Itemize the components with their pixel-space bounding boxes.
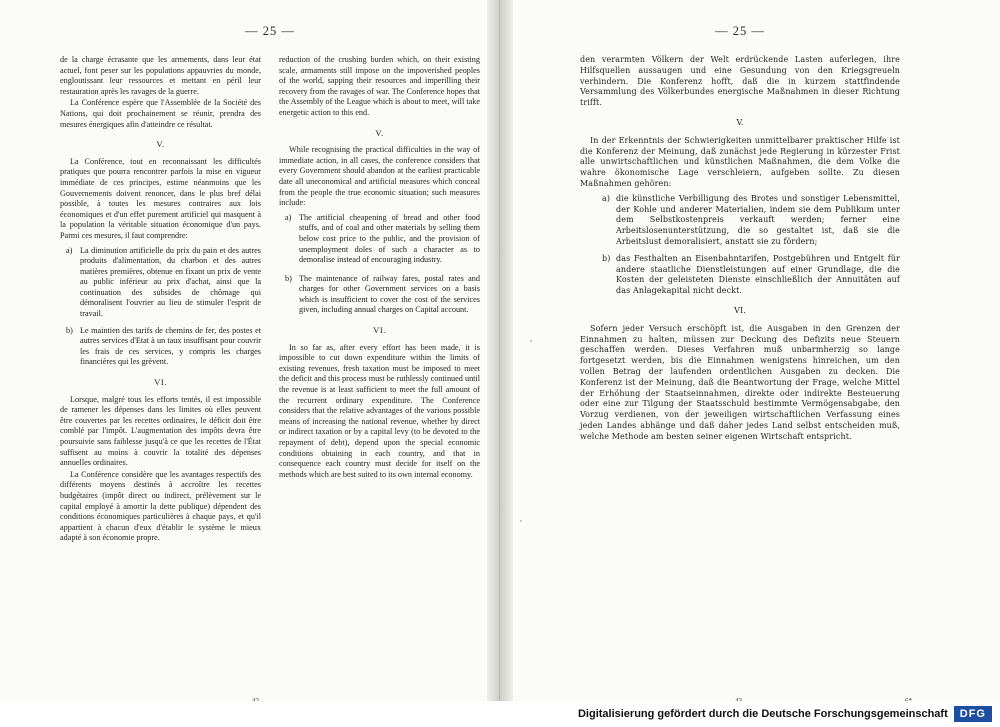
english-column <box>279 55 480 545</box>
list-label-a: a) <box>66 245 73 255</box>
list-label-a: a) <box>602 193 611 203</box>
german-section-5-heading: V. <box>736 117 744 127</box>
english-item-a: The artificial cheapening of bread and other food stuffs, and of coal and other materials by selling them below cost price to the public, and the provision of unemployment doles of such a character as to demoralise instead of encouraging industry. <box>299 212 480 265</box>
french-paragraph-5: La Conférence considère que les avantages respectifs des différents moyens destinés à accroître les recettes budgétaires (impôt direct ou indirect, prélèvement sur le capital employé à amortir la dette publique) dépendent des conditions économiques particulières à chaque pays, et qu'il appartient à chacun d'eux d'établir le système le mieux adapté à son économie propre. <box>60 469 261 543</box>
german-column <box>580 55 900 443</box>
list-item <box>66 326 261 368</box>
right-page <box>540 24 940 687</box>
french-list <box>60 246 261 369</box>
french-paragraph-3: La Conférence, tout en reconnaissant les difficultés pratiques que pourra rencontrer parfois la mise en vigueur immédiate de ces principes, estime néanmoins que les Gouvernements doivent renoncer, dans le plus bref délai possible, à toutes les mesures contraires aux lois économiques et d'un effet purement artificiel qui masquent à la population la véritable situation économique d'un pays. Parmi ces mesures, il faut comprendre: <box>60 156 261 240</box>
list-item <box>66 246 261 320</box>
list-label-b: b) <box>285 273 292 283</box>
english-paragraph-2: While recognising the practical difficulties in the way of immediate action, in all cases, the conference considers that every Government should abandon at the earliest practicable date all uneconomical and artificial measures which conceal from the people the true economic situation; such measures include: <box>279 145 480 208</box>
dfg-logo: DFG <box>954 706 992 722</box>
list-item <box>602 254 900 297</box>
spine-line <box>499 0 500 727</box>
left-page-columns <box>60 55 480 545</box>
german-paragraph-1: den verarmten Völkern der Welt erdrückende Lasten auferlegen, ihre Hilfsquellen aussaugen und eine Gesundung von den Kriegsgreueln verhindern. Die Konferenz hofft, daß die in kurzem stattfindende Versammlung des Völkerbundes energische Maßnahmen in dieser Richtung trifft. <box>580 55 900 108</box>
german-column-wrapper <box>580 55 900 443</box>
french-column <box>60 55 261 545</box>
left-page-number: — 25 — <box>245 24 295 38</box>
list-item <box>285 274 480 316</box>
german-paragraph-2: In der Erkenntnis der Schwierigkeiten unmittelbarer praktischer Hilfe ist die Konferenz der Meinung, daß zunächst jede Regierung in kürzester Frist alle unwirtschaftlichen und künstlichen Maßnahmen, die dem Volke die wahre ökonomische Lage verschleiern, aufgeben sollte. Zu diesen Maßnahmen gehören: <box>580 135 900 188</box>
left-page <box>60 24 480 687</box>
german-section-6-heading: VI. <box>734 305 746 315</box>
french-paragraph-4: Lorsque, malgré tous les efforts tentés, il est impossible de ramener les dépenses dans les limites où elles peuvent être couvertes par les recettes ordinaires, le déficit doit être comblé par l'impôt. L'augmentation des impôts devra être poursuivie sans faiblesse jusqu'à ce que les recettes de l'État suffisent au moins à couvrir la totalité des dépenses annuelles ordinaires. <box>60 394 261 468</box>
list-item <box>285 213 480 266</box>
list-label-a: a) <box>285 212 292 222</box>
german-list <box>580 194 900 297</box>
list-item <box>602 194 900 248</box>
scan-footer <box>0 701 1000 727</box>
french-section-5-heading: V. <box>156 139 165 150</box>
french-paragraph-2: La Conférence espère que l'Assemblée de la Société des Nations, qui doit prochainement se réunir, prendra des mesures énergiques afin d'atteindre ce résultat. <box>60 98 261 129</box>
french-item-b: Le maintien des tarifs de chemins de fer, des postes et autres services d'Etat à un taux insuffisant pour couvrir les frais de ces services, y compris les charges financières qui les grèvent. <box>80 325 261 367</box>
right-page-number: — 25 — <box>715 24 765 38</box>
list-label-b: b) <box>602 253 611 263</box>
english-paragraph-1: reduction of the crushing burden which, on their existing scale, armaments still impose on the impoverished peoples of the world, sapping their resources and imperilling their recovery from the ravages of war. The Conference hopes that the Assembly of the League which is about to meet, will take energetic action to this end. <box>279 55 480 117</box>
scan-speck <box>520 520 522 522</box>
english-section-5-heading: V. <box>375 127 384 138</box>
german-item-a: die künstliche Verbilligung des Brotes und sonstiger Lebensmittel, der Kohle und anderer Materialien, indem sie dem Publikum unter dem Selbstkostenpreis verkauft werden; ferner eine Arbeitslosenunterstützung, die so gestaltet ist, daß sie die Arbeitslust demoralisiert, anstatt sie zu fördern; <box>616 193 900 246</box>
digitization-credit: Digitalisierung gefördert durch die Deutsche Forschungsgemeinschaft <box>577 708 948 720</box>
german-paragraph-3: Sofern jeder Versuch erschöpft ist, die Ausgaben in den Grenzen der Einnahmen zu halten, müssen zur Deckung des Defizits neue Steuern geschaffen werden. Dieses Verfahren muß unbarmherzig so lange fortgesetzt werden, bis die Einnahmen wenigstens hinreichen, um den vollen Betrag der laufenden ordentlichen Ausgaben zu decken. Die Konferenz ist der Meinung, daß die Beantwortung der Frage, welche Mittel der Erhöhung der Staatseinnahmen, direkte oder indirekte Besteuerung oder eine zur Tilgung der Staatsschuld bestimmte Vermögensabgabe, den Vorzug verdienen, von der jeweiligen wirtschaftlichen Verfassung eines jeden Landes abhänge und daß daher jedes Land selbst entscheiden muß, welche Methode am besten seiner eigenen Wirtschaft entspricht. <box>580 323 900 441</box>
french-item-a: La diminution artificielle du prix du pain et des autres produits d'alimentation, du charbon et des autres matières premières, obtenue en fixant un prix de vente au public inférieur au prix d'achat, ainsi que la continuation des subsides de chômage qui démoralisent l'ouvrier au lieu de stimuler l'esprit de travail. <box>80 245 261 319</box>
english-paragraph-3: In so far as, after every effort has been made, it is impossible to cut down expenditure within the limits of existing revenues, fresh taxation must be imposed to meet the deficit and this process must be ruthlessly continued until the revenue is at least sufficient to meet the full amount of the recurrent ordinary expenditure. The Conference considers that the relative advantages of the various possible means of increasing the national revenue, whether by direct or indirect taxation or by a capital levy (to be devoted to the repayment of debt), depend upon the special economic conditions obtaining in each country, and that in consequence each country must decide for itself on the methods which are best suited to its own internal economy. <box>279 342 480 479</box>
english-section-6-heading: VI. <box>373 325 386 336</box>
list-label-b: b) <box>66 325 73 335</box>
english-item-b: The maintenance of railway fares, postal rates and charges for other Government services on a basis which is insufficient to cover the cost of the services given, including annual charges on Capital account. <box>299 273 480 315</box>
french-paragraph-1: de la charge écrasante que les armements, dans leur état actuel, font peser sur les populations appauvries du monde, engloutissant leur ressources et mettant en péril leur restauration après les ravages de la guerre. <box>60 55 261 96</box>
scan-speck <box>530 340 532 342</box>
german-item-b: das Festhalten an Eisenbahntarifen, Postgebühren und Entgelt für andere staatliche Dienstleistungen auf einer Grundlage, die die Kosten der geleisteten Dienste einschließlich der Annuitäten auf das Anlagekapital nicht deckt. <box>616 253 900 296</box>
english-list <box>279 213 480 316</box>
book-gutter <box>487 0 513 727</box>
french-section-6-heading: VI. <box>154 377 167 388</box>
